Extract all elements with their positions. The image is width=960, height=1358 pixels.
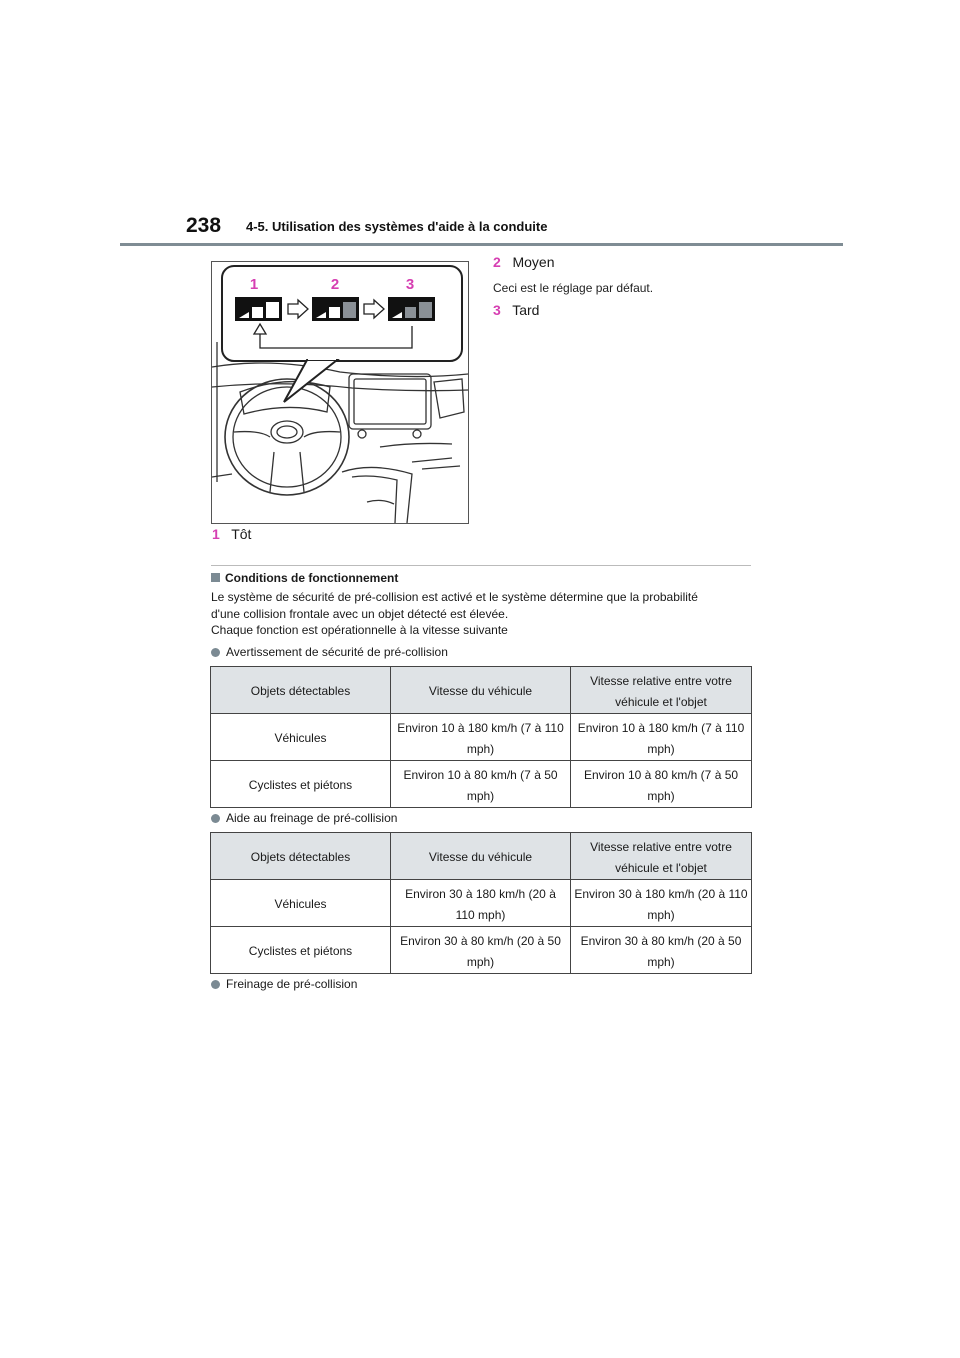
caption-medium bbox=[493, 254, 555, 270]
table-row bbox=[211, 714, 752, 761]
table-cell: Véhicules bbox=[211, 880, 391, 927]
section-title: Conditions de fonctionnement bbox=[225, 571, 399, 585]
table-cell: Environ 30 à 80 km/h (20 à 50 mph) bbox=[571, 927, 752, 974]
table-cell: Environ 30 à 180 km/h (20 à 110 mph) bbox=[391, 880, 571, 927]
table-header-row bbox=[211, 833, 752, 880]
section-heading bbox=[211, 571, 398, 585]
bubble-label-2: 2 bbox=[330, 276, 340, 293]
bullet-pre-collision-braking bbox=[211, 977, 357, 991]
square-bullet-icon bbox=[211, 573, 220, 582]
table-header-row bbox=[211, 667, 752, 714]
bullet-text: Aide au freinage de pré-collision bbox=[226, 811, 398, 825]
circle-bullet-icon bbox=[211, 980, 220, 989]
circle-bullet-icon bbox=[211, 814, 220, 823]
table-cell: Environ 30 à 80 km/h (20 à 50 mph) bbox=[391, 927, 571, 974]
table-cell: Cyclistes et piétons bbox=[211, 927, 391, 974]
bullet-warning bbox=[211, 645, 448, 659]
table-cell: Environ 10 à 180 km/h (7 à 110 mph) bbox=[391, 714, 571, 761]
table-header-cell: Objets détectables bbox=[211, 833, 391, 880]
speed-table-brake-assist bbox=[210, 832, 752, 974]
caption-early bbox=[212, 526, 251, 542]
table-cell: Environ 10 à 180 km/h (7 à 110 mph) bbox=[571, 714, 752, 761]
speed-table-warning bbox=[210, 666, 752, 808]
paragraph-line: Le système de sécurité de pré-collision est activé et le système détermine que la probabilité bbox=[211, 590, 698, 604]
table-header-cell: Vitesse relative entre votre véhicule et l'objet bbox=[571, 833, 752, 880]
bubble-label-1: 1 bbox=[249, 276, 259, 293]
caption-label: Tôt bbox=[231, 526, 252, 542]
paragraph-line: Chaque fonction est opérationnelle à la vitesse suivante bbox=[211, 623, 508, 637]
table-cell: Véhicules bbox=[211, 714, 391, 761]
caption-late bbox=[493, 302, 539, 318]
table-row bbox=[211, 927, 752, 974]
paragraph-line: d'une collision frontale avec un objet détecté est élevée. bbox=[211, 606, 509, 621]
timing-indicator-late bbox=[388, 297, 435, 321]
chapter-title: 4-5. Utilisation des systèmes d'aide à la conduite bbox=[246, 219, 548, 234]
bullet-text: Avertissement de sécurité de pré-collision bbox=[226, 645, 448, 659]
caption-label: Moyen bbox=[512, 254, 555, 270]
table-header-cell: Vitesse relative entre votre véhicule et l'objet bbox=[571, 667, 752, 714]
table-cell: Environ 10 à 80 km/h (7 à 50 mph) bbox=[391, 761, 571, 808]
header-rule bbox=[120, 243, 843, 246]
table-cell: Cyclistes et piétons bbox=[211, 761, 391, 808]
caption-number: 3 bbox=[493, 302, 501, 318]
circle-bullet-icon bbox=[211, 648, 220, 657]
section-divider bbox=[211, 565, 751, 566]
caption-number: 1 bbox=[212, 526, 220, 542]
timing-indicator-medium bbox=[312, 297, 359, 321]
page-number: 238 bbox=[186, 214, 222, 237]
timing-indicator-early bbox=[235, 297, 282, 321]
caption-note: Ceci est le réglage par défaut. bbox=[493, 281, 654, 295]
table-header-cell: Vitesse du véhicule bbox=[391, 833, 571, 880]
bubble-label-3: 3 bbox=[405, 276, 415, 293]
caption-label: Tard bbox=[512, 302, 540, 318]
dashboard-drawing bbox=[212, 262, 468, 523]
table-row bbox=[211, 880, 752, 927]
table-header-cell: Vitesse du véhicule bbox=[391, 667, 571, 714]
table-cell: Environ 10 à 80 km/h (7 à 50 mph) bbox=[571, 761, 752, 808]
section-paragraph bbox=[211, 589, 751, 639]
caption-number: 2 bbox=[493, 254, 501, 270]
dashboard-illustration bbox=[211, 261, 469, 524]
bullet-text: Freinage de pré-collision bbox=[226, 977, 358, 991]
bullet-brake-assist bbox=[211, 811, 397, 825]
table-cell: Environ 30 à 180 km/h (20 à 110 mph) bbox=[571, 880, 752, 927]
table-row bbox=[211, 761, 752, 808]
table-header-cell: Objets détectables bbox=[211, 667, 391, 714]
